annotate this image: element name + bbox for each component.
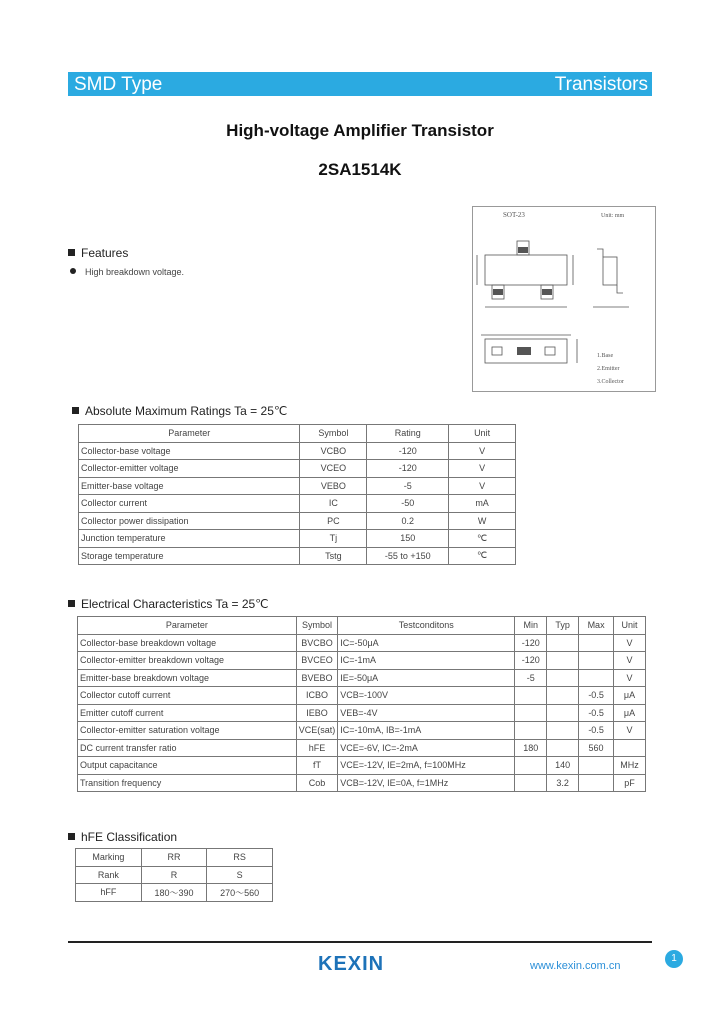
table-cell	[547, 704, 579, 722]
website-link[interactable]: www.kexin.com.cn	[530, 960, 621, 972]
table-cell: Collector power dissipation	[79, 512, 300, 530]
table-cell: ℃	[449, 547, 516, 565]
table-cell: Collector-base voltage	[79, 442, 300, 460]
table-row	[79, 495, 516, 513]
column-header: Rating	[367, 425, 449, 443]
column-header: Testconditons	[338, 617, 515, 635]
column-header: Symbol	[300, 425, 367, 443]
table-cell: Collector cutoff current	[78, 687, 297, 705]
table-cell: VCB=-12V, IE=0A, f=1MHz	[338, 774, 515, 792]
package-outline-svg	[473, 207, 655, 391]
table-cell: V	[449, 477, 516, 495]
table-cell: -120	[367, 460, 449, 478]
table-cell: PC	[300, 512, 367, 530]
table-cell: -120	[515, 652, 547, 670]
elec-table	[77, 616, 646, 792]
table-header-row	[79, 425, 516, 443]
page-number-badge: 1	[665, 950, 683, 968]
table-cell: Collector-emitter voltage	[79, 460, 300, 478]
table-cell	[579, 634, 614, 652]
table-cell: hFF	[76, 884, 142, 902]
table-cell	[547, 669, 579, 687]
table-cell: Output capacitance	[78, 757, 297, 775]
features-heading	[68, 246, 128, 260]
table-cell: Emitter-base voltage	[79, 477, 300, 495]
table-cell: 270～560	[207, 884, 273, 902]
table-cell: pF	[614, 774, 646, 792]
table-cell: BVCEO	[296, 652, 338, 670]
table-cell	[547, 687, 579, 705]
table-cell: μA	[614, 704, 646, 722]
table-cell: Collector-emitter breakdown voltage	[78, 652, 297, 670]
elec-heading	[68, 597, 269, 611]
table-cell: IC=-10mA, IB=-1mA	[338, 722, 515, 740]
table-cell: W	[449, 512, 516, 530]
table-cell: Tstg	[300, 547, 367, 565]
table-cell: -55 to +150	[367, 547, 449, 565]
pin-1-label: 1.Base	[597, 353, 614, 359]
table-cell: VCEO	[300, 460, 367, 478]
table-cell	[614, 739, 646, 757]
brand-logo: KEXIN	[318, 953, 385, 975]
table-cell: V	[614, 722, 646, 740]
table-cell: 140	[547, 757, 579, 775]
package-unit: Unit: mm	[601, 213, 625, 219]
table-row	[78, 687, 646, 705]
table-cell: -0.5	[579, 704, 614, 722]
table-cell	[515, 687, 547, 705]
table-cell: V	[614, 634, 646, 652]
table-cell: RR	[141, 849, 207, 867]
table-cell: -0.5	[579, 722, 614, 740]
table-cell: Junction temperature	[79, 530, 300, 548]
table-cell: VEB=-4V	[338, 704, 515, 722]
table-row	[78, 704, 646, 722]
column-header: Parameter	[78, 617, 297, 635]
pin-2-label: 2.Emitter	[597, 366, 620, 372]
footer-rule	[68, 941, 652, 943]
table-cell: 560	[579, 739, 614, 757]
table-cell	[579, 774, 614, 792]
table-row	[78, 774, 646, 792]
table-cell	[547, 634, 579, 652]
table-cell: IC=-50μA	[338, 634, 515, 652]
feature-item-text: High breakdown voltage.	[85, 267, 185, 277]
table-cell	[515, 722, 547, 740]
table-cell: Collector current	[79, 495, 300, 513]
table-row	[78, 669, 646, 687]
table-row	[79, 547, 516, 565]
table-cell: 0.2	[367, 512, 449, 530]
product-type: Transistors	[554, 74, 648, 95]
round-bullet-icon	[70, 268, 76, 274]
table-row	[79, 512, 516, 530]
square-bullet-icon	[68, 249, 75, 256]
table-cell	[579, 757, 614, 775]
hfe-table	[75, 848, 273, 902]
package-drawing	[472, 206, 656, 392]
table-cell: RS	[207, 849, 273, 867]
abs-max-heading-text: Absolute Maximum Ratings Ta = 25℃	[85, 404, 288, 418]
table-cell: V	[614, 652, 646, 670]
table-cell: R	[141, 866, 207, 884]
package-body-top	[485, 255, 567, 285]
square-bullet-icon	[68, 833, 75, 840]
table-cell: VCE=-12V, IE=2mA, f=100MHz	[338, 757, 515, 775]
table-row	[79, 477, 516, 495]
column-header: Parameter	[79, 425, 300, 443]
table-cell: V	[449, 460, 516, 478]
column-header: Max	[579, 617, 614, 635]
table-cell: -50	[367, 495, 449, 513]
table-cell: VCB=-100V	[338, 687, 515, 705]
table-cell: μA	[614, 687, 646, 705]
table-cell: Transition frequency	[78, 774, 297, 792]
table-cell: Emitter cutoff current	[78, 704, 297, 722]
features-heading-text: Features	[81, 246, 129, 260]
table-cell: IEBO	[296, 704, 338, 722]
table-cell	[579, 652, 614, 670]
table-cell: 3.2	[547, 774, 579, 792]
feature-item	[70, 267, 184, 277]
column-header: Min	[515, 617, 547, 635]
part-number: 2SA1514K	[318, 160, 402, 179]
package-body-side	[603, 257, 617, 285]
table-cell: 180～390	[141, 884, 207, 902]
table-cell: BVEBO	[296, 669, 338, 687]
table-cell: -5	[367, 477, 449, 495]
pin-3-label: 3.Collector	[597, 379, 624, 385]
table-cell: V	[449, 442, 516, 460]
table-cell	[515, 757, 547, 775]
table-cell	[547, 652, 579, 670]
table-cell	[547, 739, 579, 757]
header-band	[68, 72, 652, 96]
hfe-heading	[68, 830, 177, 844]
table-row	[76, 884, 273, 902]
table-row	[79, 460, 516, 478]
table-cell: Storage temperature	[79, 547, 300, 565]
table-row	[78, 757, 646, 775]
table-cell: V	[614, 669, 646, 687]
square-bullet-icon	[68, 600, 75, 607]
table-cell: ℃	[449, 530, 516, 548]
table-cell: IE=-50μA	[338, 669, 515, 687]
table-cell	[547, 722, 579, 740]
table-cell: fT	[296, 757, 338, 775]
document-title: High-voltage Amplifier Transistor	[226, 121, 494, 140]
table-cell	[515, 704, 547, 722]
table-cell: VEBO	[300, 477, 367, 495]
column-header: Unit	[449, 425, 516, 443]
table-cell: mA	[449, 495, 516, 513]
table-cell: Tj	[300, 530, 367, 548]
table-cell: VCE=-6V, IC=-2mA	[338, 739, 515, 757]
table-row	[76, 849, 273, 867]
table-cell	[579, 669, 614, 687]
table-cell: Collector-emitter saturation voltage	[78, 722, 297, 740]
table-cell: DC current transfer ratio	[78, 739, 297, 757]
table-cell: -120	[515, 634, 547, 652]
table-row	[78, 739, 646, 757]
table-row	[76, 866, 273, 884]
table-cell: 150	[367, 530, 449, 548]
table-cell: -0.5	[579, 687, 614, 705]
table-cell: S	[207, 866, 273, 884]
table-cell: VCBO	[300, 442, 367, 460]
table-cell: Emitter-base breakdown voltage	[78, 669, 297, 687]
table-cell: IC	[300, 495, 367, 513]
hfe-heading-text: hFE Classification	[81, 830, 178, 844]
table-cell: -5	[515, 669, 547, 687]
table-cell: Rank	[76, 866, 142, 884]
column-header: Symbol	[296, 617, 338, 635]
table-cell: 180	[515, 739, 547, 757]
square-bullet-icon	[72, 407, 79, 414]
table-cell: Marking	[76, 849, 142, 867]
table-cell: MHz	[614, 757, 646, 775]
table-row	[79, 530, 516, 548]
table-row	[79, 442, 516, 460]
table-cell: Cob	[296, 774, 338, 792]
table-cell: BVCBO	[296, 634, 338, 652]
table-row	[78, 634, 646, 652]
table-cell: hFE	[296, 739, 338, 757]
table-cell	[515, 774, 547, 792]
table-row	[78, 652, 646, 670]
table-cell: -120	[367, 442, 449, 460]
abs-max-table	[78, 424, 516, 565]
table-cell: ICBO	[296, 687, 338, 705]
column-header: Typ	[547, 617, 579, 635]
column-header: Unit	[614, 617, 646, 635]
abs-max-heading	[72, 404, 287, 418]
table-row	[78, 722, 646, 740]
table-header-row	[78, 617, 646, 635]
table-cell: VCE(sat)	[296, 722, 338, 740]
table-cell: Collector-base breakdown voltage	[78, 634, 297, 652]
elec-heading-text: Electrical Characteristics Ta = 25℃	[81, 597, 269, 611]
package-name: SOT-23	[503, 211, 525, 219]
table-cell: IC=-1mA	[338, 652, 515, 670]
product-category: SMD Type	[74, 74, 163, 95]
